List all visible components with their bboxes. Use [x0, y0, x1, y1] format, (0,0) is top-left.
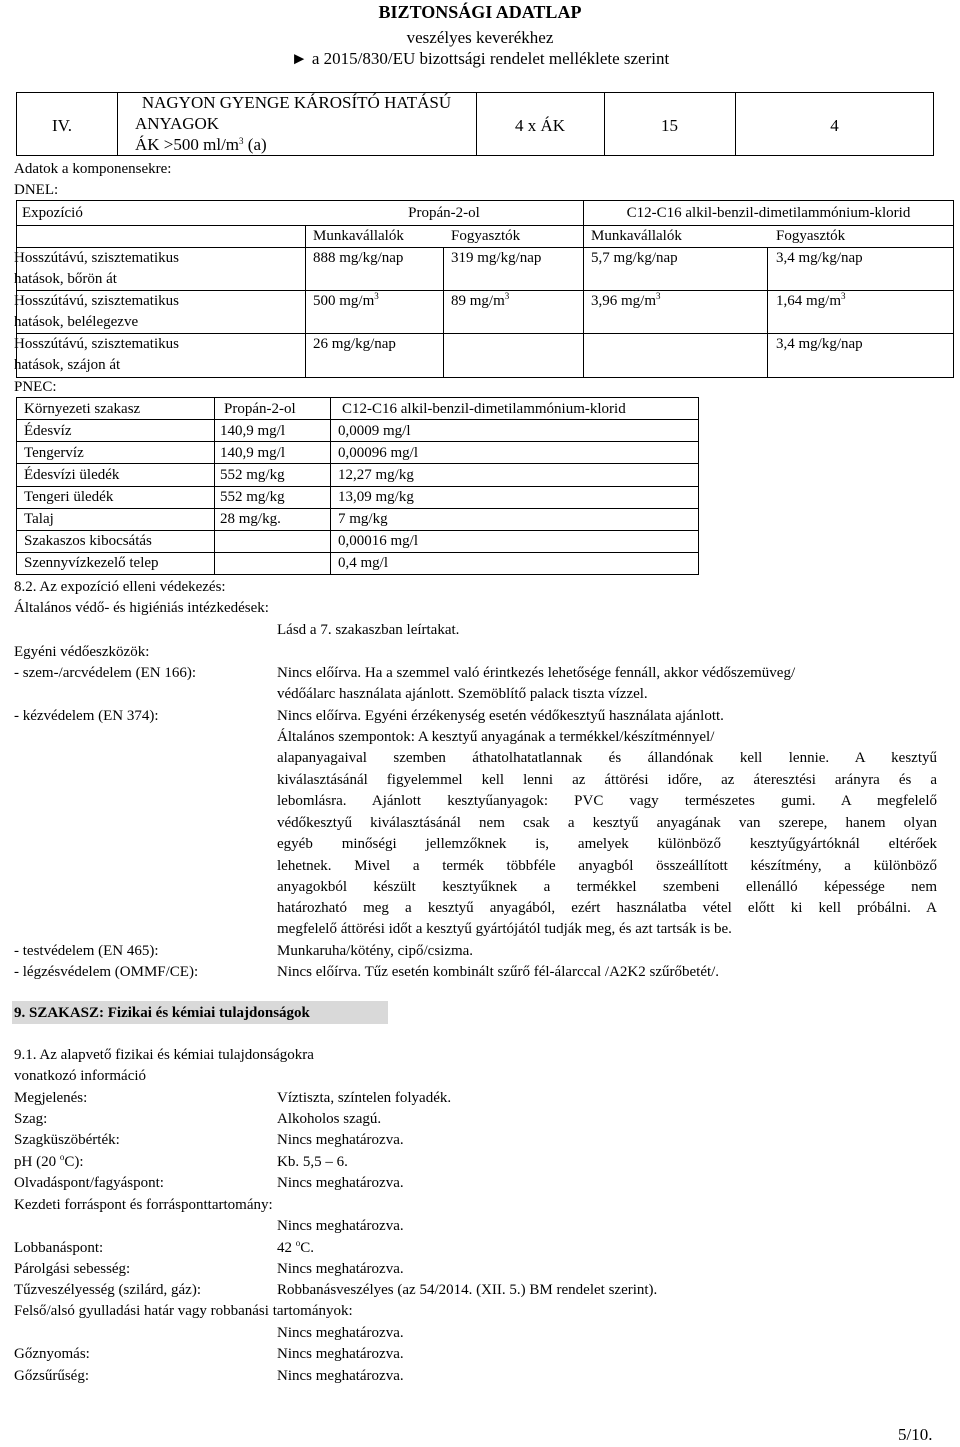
pnec-header-compartment: Környezeti szakasz	[24, 401, 141, 417]
prop-value: Nincs meghatározva.	[277, 1261, 404, 1277]
prop-label: Szag:	[14, 1111, 48, 1127]
pnec-cell: Talaj	[24, 511, 54, 527]
dnel-header-consumers-1: Fogyasztók	[451, 228, 521, 244]
general-measures-label: Általános védő- és higiéniás intézkedések:	[14, 600, 269, 616]
dnel-cell: 500 $mg/m^3$	[313, 291, 379, 309]
pnec-cell: 28 mg/kg.	[220, 511, 281, 527]
pnec-cell: Édesvíz	[24, 423, 72, 439]
pnec-cell: 0,00016 mg/l	[338, 533, 419, 549]
dnel-cell: 1,64 $mg/m^3$	[776, 291, 846, 309]
prop-label: Lobbanáspont:	[14, 1240, 104, 1256]
hand-protection-line: Nincs előírva. Egyéni érzékenység esetén védőkesztyű használata ajánlott.	[277, 708, 724, 724]
document-subtitle: veszélyes keverékhez	[406, 28, 554, 47]
pnec-cell: Szennyvízkezelő telep	[24, 555, 159, 571]
section-9-1-line1: 9.1. Az alapvető fizikai és kémiai tulajdonságokra	[14, 1047, 314, 1063]
prop-label: Megjelenés:	[14, 1090, 88, 1106]
pnec-cell: 552 mg/kg	[220, 467, 285, 483]
category-col-1: 4 x ÁK	[514, 116, 566, 135]
pnec-cell: 0,0009 mg/l	[338, 423, 411, 439]
dnel-header-consumers-2: Fogyasztók	[776, 228, 846, 244]
hand-protection-line: védőkesztyű kiválasztásánál nem csak a kesztyű anyagának van szerepe, hanem olyan	[277, 815, 937, 831]
section-9-1-line2: vonatkozó információ	[14, 1068, 147, 1084]
hand-protection-line: határozható meg a kesztyű anyagából, ezért használatba vétel előtt ki kell próbálni. A	[277, 900, 937, 916]
general-measures-value: Lásd a 7. szakaszban leírtakat.	[277, 622, 460, 638]
hand-protection-line: anyagokból készült kesztyűknek a termékkel szembeni ellenálló képessége nem	[277, 879, 937, 895]
document-title: BIZTONSÁGI ADATLAP	[378, 2, 582, 22]
prop-label: pH (20 $^o$C):	[14, 1152, 84, 1170]
pnec-cell: 140,9 mg/l	[220, 423, 286, 439]
hand-protection-line: megfelelő áttörési időt a kesztyű gyártójától tudják meg, és azt tartsák is be.	[277, 921, 732, 937]
prop-value: Nincs meghatározva.	[277, 1132, 404, 1148]
category-col-3: 4	[830, 116, 839, 135]
dnel-cell: 89 $mg/m^3$	[451, 291, 510, 309]
prop-label: Tűzveszélyesség (szilárd, gáz):	[14, 1282, 201, 1298]
prop-value: Robbanásveszélyes (az 54/2014. (XII. 5.) BM rendelet szerint).	[277, 1282, 658, 1298]
prop-label: Gőzsűrűség:	[14, 1368, 89, 1384]
dnel-cell: 3,4 mg/kg/nap	[776, 336, 863, 352]
regulation-reference: ► a 2015/830/EU bizottsági rendelet melléklete szerint	[290, 49, 670, 68]
pnec-header-propanol: Propán-2-ol	[224, 401, 296, 417]
pnec-cell: Szakaszos kibocsátás	[24, 533, 152, 549]
section-9-heading: 9. SZAKASZ: Fizikai és kémiai tulajdonságok	[12, 1001, 388, 1024]
hand-protection-line: kiválasztásánál figyelemmel kell lenni az áttörési időre, az áteresztési arányra és a	[277, 772, 937, 788]
dnel-row-inhal-label-1: Hosszútávú, szisztematikus	[14, 293, 179, 309]
prop-label: Felső/alsó gyulladási határ vagy robbanási tartományok:	[14, 1303, 353, 1319]
dnel-header-workers-2: Munkavállalók	[591, 228, 682, 244]
pnec-cell: 0,00096 mg/l	[338, 445, 419, 461]
pnec-cell: Édesvízi üledék	[24, 467, 120, 483]
prop-value: Nincs meghatározva.	[277, 1368, 404, 1384]
hand-protection-line: lehetnek. Mivel a termék többféle anyagból összeállított készítmény, a különböző	[277, 858, 937, 874]
pnec-cell: Tengervíz	[24, 445, 84, 461]
hand-protection-line: alapanyagaival szemben áthatolhatatlannak és állandónak kell lennie. A kesztyű	[277, 750, 937, 766]
category-col-2: 15	[661, 116, 678, 135]
prop-value: Nincs meghatározva.	[277, 1346, 404, 1362]
pnec-cell: 7 mg/kg	[338, 511, 388, 527]
dnel-cell: 3,4 mg/kg/nap	[776, 250, 863, 266]
prop-label: Szagküszöbérték:	[14, 1132, 120, 1148]
pnec-cell: Tengeri üledék	[24, 489, 114, 505]
pnec-header-quat: C12-C16 alkil-benzil-dimetilammónium-klorid	[342, 401, 626, 417]
prop-label: Olvadáspont/fagyáspont:	[14, 1175, 164, 1191]
page-number: 5/10.	[898, 1425, 933, 1444]
component-data-label: Adatok a komponensekre:	[14, 161, 172, 177]
prop-value: Nincs meghatározva.	[277, 1175, 404, 1191]
prop-value: Nincs meghatározva.	[277, 1218, 404, 1234]
body-protection-label: - testvédelem (EN 465):	[14, 943, 159, 959]
dnel-header-quat: C12-C16 alkil-benzil-dimetilammónium-klorid	[626, 205, 911, 221]
eye-protection-label: - szem-/arcvédelem (EN 166):	[14, 665, 196, 681]
prop-value: Nincs meghatározva.	[277, 1325, 404, 1341]
eye-protection-line: védőálarc használata ajánlott. Szemöblítő palack tiszta vízzel.	[277, 686, 648, 702]
hand-protection-line: lebomlásra. Ajánlott kesztyűanyagok: PVC vagy természetes gumi. A megfelelő	[277, 793, 937, 809]
dnel-cell: 5,7 mg/kg/nap	[591, 250, 678, 266]
ppe-label: Egyéni védőeszközök:	[14, 644, 150, 660]
prop-label: Gőznyomás:	[14, 1346, 90, 1362]
section-8-2-heading: 8.2. Az expozíció elleni védekezés:	[14, 579, 226, 595]
pnec-cell: 0,4 mg/l	[338, 555, 389, 571]
category-number: IV.	[52, 116, 72, 135]
eye-protection-line: Nincs előírva. Ha a szemmel való érintkezés lehetősége fennáll, akkor védőszemüveg/	[277, 665, 796, 681]
prop-value: Kb. 5,5 – 6.	[277, 1154, 348, 1170]
pnec-cell: 12,27 mg/kg	[338, 467, 414, 483]
dnel-header-propanol: Propán-2-ol	[408, 205, 480, 221]
dnel-cell: 3,96 $mg/m^3$	[591, 291, 661, 309]
category-title-line3: ÁK >500 $ml/m^3$ (a)	[135, 135, 267, 154]
hand-protection-label: - kézvédelem (EN 374):	[14, 708, 159, 724]
prop-label: Párolgási sebesség:	[14, 1261, 131, 1277]
dnel-cell: 888 mg/kg/nap	[313, 250, 404, 266]
pnec-label: PNEC:	[14, 379, 57, 395]
body-protection-value: Munkaruha/kötény, cipő/csizma.	[277, 943, 474, 959]
dnel-row-dermal-label-2: hatások, bőrön át	[14, 271, 117, 287]
dnel-cell: 26 mg/kg/nap	[313, 336, 396, 352]
prop-value: Alkoholos szagú.	[277, 1111, 382, 1127]
dnel-row-oral-label-1: Hosszútávú, szisztematikus	[14, 336, 179, 352]
dnel-row-dermal-label-1: Hosszútávú, szisztematikus	[14, 250, 179, 266]
prop-label: Kezdeti forráspont és forrásponttartomány:	[14, 1197, 273, 1213]
hand-protection-line: egyéb minőségi jellemzőknek is, amelyek különböző kesztyűgyártóknál eltérőek	[277, 836, 937, 852]
category-title-line1: NAGYON GYENGE KÁROSÍTÓ HATÁSÚ	[141, 93, 452, 112]
dnel-header-workers-1: Munkavállalók	[313, 228, 404, 244]
pnec-cell: 140,9 mg/l	[220, 445, 286, 461]
pnec-cell: 13,09 mg/kg	[338, 489, 414, 505]
prop-value: Víztiszta, színtelen folyadék.	[277, 1090, 452, 1106]
category-title-line2: ANYAGOK	[135, 114, 220, 133]
dnel-row-inhal-label-2: hatások, belélegezve	[14, 314, 139, 330]
prop-value: 42 $^o$C.	[277, 1238, 315, 1256]
respiratory-protection-label: - légzésvédelem (OMMF/CE):	[14, 964, 199, 980]
dnel-header-exposure: Expozíció	[22, 205, 83, 221]
hand-protection-line: Általános szempontok: A kesztyű anyagának a termékkel/készítménnyel/	[277, 729, 715, 745]
pnec-cell: 552 mg/kg	[220, 489, 285, 505]
dnel-row-oral-label-2: hatások, szájon át	[14, 357, 121, 373]
dnel-label: DNEL:	[14, 182, 59, 198]
dnel-cell: 319 mg/kg/nap	[451, 250, 542, 266]
respiratory-protection-value: Nincs előírva. Tűz esetén kombinált szűrő fél-álarccal /A2K2 szűrőbetét/.	[277, 964, 720, 980]
